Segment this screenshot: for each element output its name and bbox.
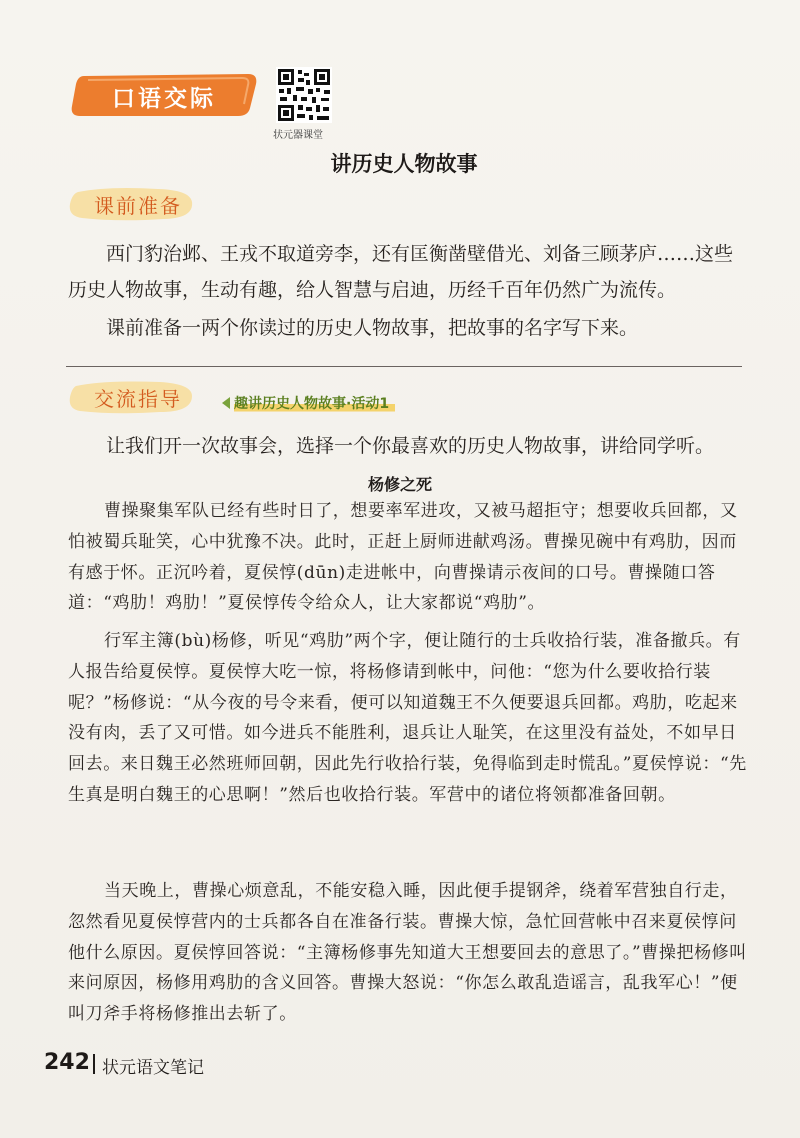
- book-title: 状元语文笔记: [102, 1058, 204, 1078]
- prep-paragraph-2: [68, 310, 748, 346]
- page-number: 242: [44, 1050, 90, 1075]
- story-paragraph-2-text: 行军主簿(bù)杨修，听见“鸡肋”两个字，便让随行的士兵收拾行装，准备撤兵。有人报告给夏侯惇。夏侯惇大吃一惊，将杨修请到帐中，问他：“您为什么要收拾行装呢？”杨修说：“从今夜的号令来看，便可以知道魏王不久便要退兵回都。鸡肋，吃起来没有肉，丢了又可惜。如今进兵不能胜利，退兵让人耻笑，在这里没有益处，不如早日回去。来日魏王必然班师回朝，因此先行收拾行装，免得临到走时慌乱。”夏侯惇说：“先生真是明白魏王的心思啊！”然后也收拾行装。军营中的诸位将领都准备回朝。: [68, 631, 747, 805]
- story-paragraph-3: [68, 876, 752, 1030]
- footer-divider: [93, 1054, 95, 1074]
- guide-intro-text: 让我们开一次故事会，选择一个你最喜欢的历史人物故事，讲给同学听。: [106, 435, 715, 457]
- qr-code-icon[interactable]: [276, 67, 332, 123]
- prep-tag-label: 课前准备: [94, 194, 182, 218]
- story-paragraph-1-text: 曹操聚集军队已经有些时日了，想要率军进攻，又被马超拒守；想要收兵回都，又怕被蜀兵耻笑，心中犹豫不决。此时，正赶上厨师进献鸡汤。曹操见碗中有鸡肋，因而有感于怀。正沉吟着，夏侯惇(dūn)走进帐中，向曹操请示夜间的口号。曹操随口答道：“鸡肋！鸡肋！”夏侯惇传令给众人，让大家都说“鸡肋”。: [68, 501, 738, 614]
- page-title: 讲历史人物故事: [330, 151, 478, 176]
- guide-tag-label: 交流指导: [94, 387, 182, 411]
- section-divider: [66, 366, 742, 367]
- qr-caption: 状元器课堂: [273, 130, 323, 141]
- arrow-left-icon: [222, 397, 230, 409]
- prep-tag: [68, 186, 196, 222]
- story-title: 杨修之死: [367, 475, 432, 494]
- prep-paragraph-1-text: 西门豹治邺、王戎不取道旁李，还有匡衡凿壁借光、刘备三顾茅庐……这些历史人物故事，生动有趣，给人智慧与启迪，历经千百年仍然广为流传。: [68, 243, 734, 301]
- story-paragraph-2: [68, 626, 752, 811]
- story-paragraph-1: [68, 496, 752, 619]
- prep-paragraph-2-text: 课前准备一两个你读过的历史人物故事，把故事的名字写下来。: [106, 317, 639, 339]
- story-paragraph-3-text: 当天晚上，曹操心烦意乱，不能安稳入睡，因此便手提钢斧，绕着军营独自行走，忽然看见夏侯惇营内的士兵都各自在准备行装。曹操大惊，急忙回营帐中召来夏侯惇问他什么原因。夏侯惇回答说：“主簿杨修事先知道大王想要回去的意思了。”曹操把杨修叫来问原因，杨修用鸡肋的含义回答。曹操大怒说：“你怎么敢乱造谣言，乱我军心！”便叫刀斧手将杨修推出去斩了。: [68, 881, 747, 1025]
- activity-text: 趣讲历史人物故事·活动1: [234, 393, 395, 413]
- badge-label: 口语交际: [112, 86, 216, 112]
- guide-intro: [68, 428, 768, 464]
- prep-paragraph-1: [68, 236, 748, 308]
- section-badge: [70, 72, 260, 118]
- guide-tag: [68, 379, 196, 415]
